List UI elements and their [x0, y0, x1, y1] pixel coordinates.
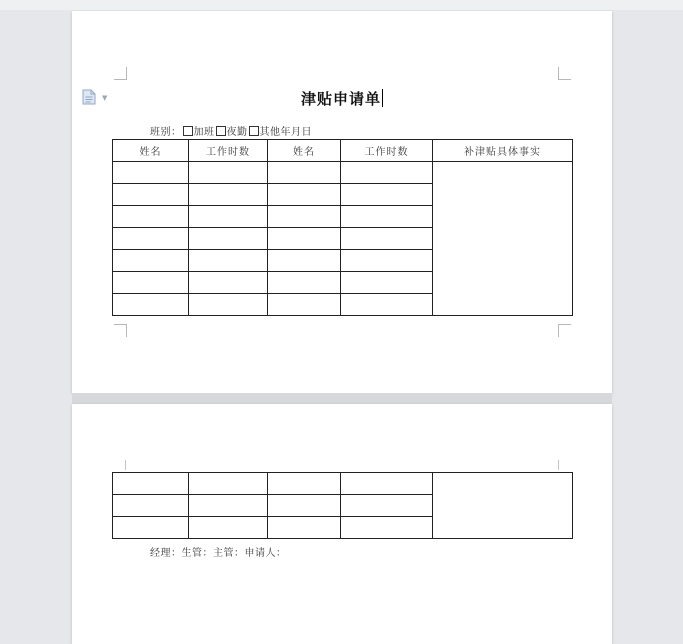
table-cell[interactable] [189, 228, 268, 250]
table-cell[interactable] [268, 250, 341, 272]
table-cell[interactable] [113, 294, 189, 316]
document-page-2[interactable] [72, 404, 612, 644]
table-cell[interactable] [268, 294, 341, 316]
table-cell[interactable] [189, 495, 268, 517]
table-header-row [113, 140, 573, 162]
facts-cell[interactable] [433, 162, 573, 316]
table-cell[interactable] [268, 206, 341, 228]
table-cell[interactable] [189, 184, 268, 206]
chevron-down-icon[interactable]: ▼ [102, 94, 108, 102]
allowance-table-continued[interactable] [112, 472, 573, 539]
table-cell[interactable] [189, 294, 268, 316]
table-cell[interactable] [268, 495, 341, 517]
table-cell[interactable] [341, 206, 433, 228]
margin-guide-left [125, 460, 126, 470]
header-name-2: 姓名 [268, 140, 341, 162]
table-cell[interactable] [341, 517, 433, 539]
table-cell[interactable] [341, 473, 433, 495]
crop-mark-bottom-left [114, 324, 127, 337]
table-cell[interactable] [268, 184, 341, 206]
table-cell[interactable] [268, 162, 341, 184]
table-cell[interactable] [341, 184, 433, 206]
header-hours-2: 工作时数 [341, 140, 433, 162]
signature-line[interactable]: 经理：生管：主管：申请人： [150, 548, 287, 559]
table-cell[interactable] [341, 495, 433, 517]
crop-mark-bottom-right [558, 324, 571, 337]
table-cell[interactable] [268, 272, 341, 294]
margin-guide-right [558, 460, 559, 470]
table-cell[interactable] [113, 473, 189, 495]
text-cursor [382, 89, 383, 107]
crop-mark-top-left [114, 67, 127, 80]
allowance-table[interactable] [112, 139, 573, 316]
table-cell[interactable] [268, 473, 341, 495]
checkbox-other[interactable] [249, 126, 259, 136]
window-top-strip [0, 0, 683, 10]
table-cell[interactable] [189, 517, 268, 539]
shift-option-overtime: 加班 [193, 127, 215, 138]
table-cell[interactable] [189, 206, 268, 228]
shift-option-night: 夜勤 [226, 127, 248, 138]
table-cell[interactable] [341, 228, 433, 250]
document-title[interactable] [72, 88, 612, 109]
table-row[interactable] [113, 473, 573, 495]
table-row[interactable] [113, 162, 573, 184]
header-name-1: 姓名 [113, 140, 189, 162]
page-separator [72, 393, 612, 404]
table-cell[interactable] [341, 250, 433, 272]
table-cell[interactable] [113, 228, 189, 250]
document-page-1[interactable] [72, 11, 612, 393]
shift-line[interactable] [150, 123, 312, 138]
table-cell[interactable] [341, 162, 433, 184]
table-cell[interactable] [268, 228, 341, 250]
table-cell[interactable] [189, 250, 268, 272]
header-facts: 补津贴具体事实 [433, 140, 573, 162]
table-cell[interactable] [113, 250, 189, 272]
shift-option-other: 其他 [259, 127, 281, 138]
table-cell[interactable] [341, 294, 433, 316]
checkbox-overtime[interactable] [183, 126, 193, 136]
table-cell[interactable] [341, 272, 433, 294]
shift-label: 班别： [150, 127, 182, 138]
table-cell[interactable] [113, 517, 189, 539]
document-icon[interactable] [82, 89, 96, 105]
table-cell[interactable] [189, 473, 268, 495]
table-cell[interactable] [189, 272, 268, 294]
table-cell[interactable] [113, 184, 189, 206]
table-cell[interactable] [113, 206, 189, 228]
facts-cell[interactable] [433, 473, 573, 539]
table-cell[interactable] [113, 162, 189, 184]
checkbox-night[interactable] [216, 126, 226, 136]
table-cell[interactable] [113, 272, 189, 294]
header-hours-1: 工作时数 [189, 140, 268, 162]
crop-mark-top-right [558, 67, 571, 80]
title-text[interactable]: 津贴申请单 [300, 90, 381, 108]
table-cell[interactable] [268, 517, 341, 539]
table-cell[interactable] [113, 495, 189, 517]
table-cell[interactable] [189, 162, 268, 184]
date-label: 年月日 [280, 127, 312, 138]
